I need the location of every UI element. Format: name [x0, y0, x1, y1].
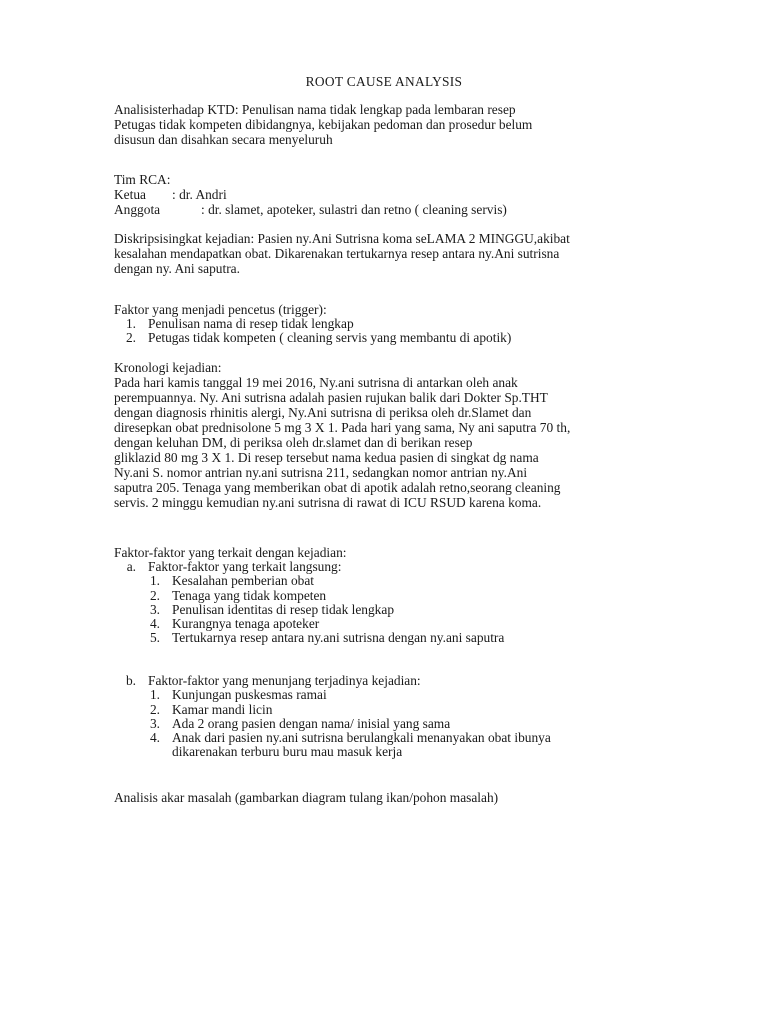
list-number: 2. — [149, 587, 160, 603]
trigger-heading: Faktor yang menjadi pencetus (trigger): — [114, 302, 327, 317]
factor-group-a — [114, 560, 674, 574]
list-text: Kurangnya tenaga apoteker — [172, 616, 320, 632]
chronology-heading: Kronologi kejadian: — [114, 360, 222, 375]
group-letter: b. — [125, 673, 136, 688]
list-text: Penulisan identitas di resep tidak lengkap — [172, 601, 395, 617]
list-item — [144, 703, 674, 717]
trigger-list — [114, 317, 674, 345]
ketua-label: Ketua — [114, 187, 146, 202]
analysis-line: Analisisterhadap KTD: Penulisan nama tidak lengkap pada lembaran resep — [114, 102, 516, 117]
root-analysis-section — [114, 790, 674, 805]
chronology-section — [114, 360, 674, 510]
list-number: 4. — [149, 730, 160, 746]
list-text: Tenaga yang tidak kompeten — [172, 587, 327, 603]
list-text: Kamar mandi licin — [172, 701, 273, 717]
list-number: 1. — [125, 316, 136, 331]
list-item — [144, 603, 674, 617]
direct-factor-list — [114, 574, 674, 645]
anggota-value: : dr. slamet, apoteker, sulastri dan retno ( cleaning servis) — [201, 202, 507, 217]
root-analysis-text: Analisis akar masalah (gambarkan diagram tulang ikan/pohon masalah) — [114, 790, 499, 805]
team-section — [114, 172, 674, 217]
supporting-factors-section — [114, 674, 674, 759]
list-item — [120, 331, 674, 345]
list-number: 1. — [149, 687, 160, 703]
list-text-line: dikarenakan terburu buru mau masuk kerja — [172, 744, 403, 760]
chronology-line: dengan diagnosis rhinitis alergi, Ny.Ani sutrisna di periksa oleh dr.Slamet dan — [114, 405, 532, 420]
chronology-line: Pada hari kamis tanggal 19 mei 2016, Ny.ani sutrisna di antarkan oleh anak — [114, 375, 518, 390]
chronology-line: gliklazid 80 mg 3 X 1. Di resep tersebut nama kedua pasien di singkat dg nama — [114, 450, 539, 465]
list-text: Tertukarnya resep antara ny.ani sutrisna dengan ny.ani saputra — [172, 630, 505, 646]
list-text: Ada 2 orang pasien dengan nama/ inisial yang sama — [172, 715, 451, 731]
analysis-line: disusun dan disahkan secara menyeluruh — [114, 132, 333, 147]
list-number: 4. — [149, 616, 160, 632]
supporting-factor-list — [114, 688, 674, 759]
description-section — [114, 231, 674, 276]
list-number: 2. — [149, 701, 160, 717]
list-text: Petugas tidak kompeten ( cleaning servis yang membantu di apotik) — [148, 330, 512, 346]
analysis-section — [114, 102, 674, 147]
list-item — [144, 589, 674, 603]
list-item — [144, 574, 674, 588]
factors-heading: Faktor-faktor yang terkait dengan kejadian: — [114, 545, 347, 560]
chronology-line: dengan keluhan DM, di periksa oleh dr.slamet dan di berikan resep — [114, 435, 473, 450]
list-item — [144, 717, 674, 731]
group-letter: a. — [126, 559, 136, 574]
description-line: dengan ny. Ani saputra. — [114, 261, 240, 276]
ketua-row — [114, 187, 674, 202]
document-title: ROOT CAUSE ANALYSIS — [305, 74, 463, 89]
list-item — [120, 317, 674, 331]
list-number: 2. — [125, 330, 136, 346]
group-title: Faktor-faktor yang terkait langsung: — [148, 559, 342, 574]
list-text: Kesalahan pemberian obat — [172, 573, 315, 589]
list-text-line: Anak dari pasien ny.ani sutrisna berulangkali menanyakan obat ibunya — [172, 730, 551, 746]
list-number: 5. — [149, 630, 160, 646]
list-text — [172, 731, 551, 759]
chronology-line: servis. 2 minggu kemudian ny.ani sutrisna di rawat di ICU RSUD karena koma. — [114, 495, 542, 510]
list-text: Kunjungan puskesmas ramai — [172, 687, 327, 703]
team-heading: Tim RCA: — [114, 172, 171, 187]
list-item — [144, 731, 674, 759]
analysis-line: Petugas tidak kompeten dibidangnya, kebijakan pedoman dan prosedur belum — [114, 117, 533, 132]
description-line: kesalahan mendapatkan obat. Dikarenakan tertukarnya resep antara ny.Ani sutrisna — [114, 246, 560, 261]
description-line: Diskripsisingkat kejadian: Pasien ny.Ani Sutrisna koma seLAMA 2 MINGGU,akibat — [114, 231, 570, 246]
group-title: Faktor-faktor yang menunjang terjadinya kejadian: — [148, 673, 421, 688]
factors-section — [114, 545, 674, 645]
trigger-section — [114, 302, 674, 345]
chronology-line: perempuannya. Ny. Ani sutrisna adalah pasien rujukan balik dari Dokter Sp.THT — [114, 390, 548, 405]
chronology-line: saputra 205. Tenaga yang memberikan obat di apotik adalah retno,seorang cleaning — [114, 480, 561, 495]
list-text: Penulisan nama di resep tidak lengkap — [148, 316, 354, 331]
list-item — [144, 631, 674, 645]
factor-group-b — [114, 674, 674, 688]
list-number: 3. — [149, 601, 160, 617]
ketua-value: : dr. Andri — [172, 187, 227, 202]
list-number: 1. — [149, 573, 160, 589]
list-number: 3. — [149, 715, 160, 731]
list-item — [144, 617, 674, 631]
chronology-line: diresepkan obat prednisolone 5 mg 3 X 1. Pada hari yang sama, Ny ani saputra 70 th, — [114, 420, 571, 435]
chronology-line: Ny.ani S. nomor antrian ny.ani sutrisna 211, sedangkan nomor antrian ny.Ani — [114, 465, 528, 480]
list-item — [144, 688, 674, 702]
anggota-row — [114, 202, 674, 217]
anggota-label: Anggota — [114, 202, 161, 217]
